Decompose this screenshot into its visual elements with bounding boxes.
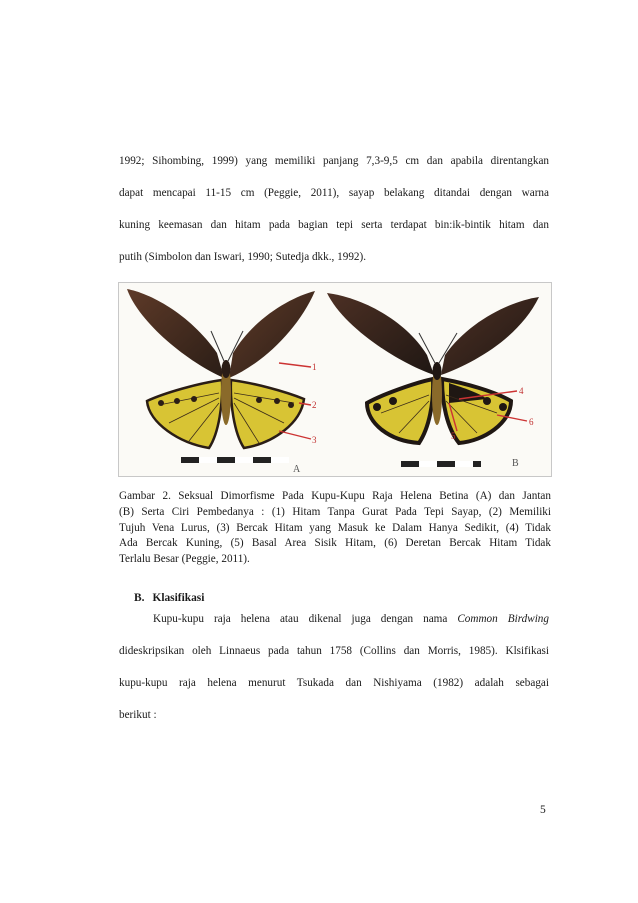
callout-6: 6 [529, 417, 534, 427]
body-text-line: dideskripsikan oleh Linnaeus pada tahun 1758 (Collins dan Morris, 1985). Klsifikasi [119, 645, 549, 657]
callout-3: 3 [312, 435, 317, 445]
section-heading [134, 592, 204, 604]
section-title: Klasifikasi [152, 592, 205, 604]
butterfly-b [327, 293, 539, 469]
body-text-line [153, 612, 549, 627]
butterfly-illustration [119, 283, 551, 476]
figure-caption [119, 489, 551, 568]
body-text-line: 1992; Sihombing, 1999) yang memiliki panjang 7,3-9,5 cm dan apabila direntangkan [119, 155, 549, 167]
caption-line: Gambar 2. Seksual Dimorfisme Pada Kupu-Kupu Raja Helena Betina (A) dan Jantan [119, 490, 551, 502]
scale-bar-b [401, 461, 481, 467]
caption-line: Tujuh Vena Lurus, (3) Bercak Hitam yang Masuk ke Dalam Hanya Sedikit, (4) Tidak [119, 521, 551, 534]
label-a: A [293, 464, 301, 475]
callout-1: 1 [312, 362, 317, 372]
callout-4: 4 [519, 386, 524, 396]
butterfly-figure [118, 282, 552, 477]
scale-bar-a [181, 457, 289, 463]
caption-line: Ada Bercak Kuning, (5) Basal Area Sisik Hitam, (6) Deretan Bercak Hitam Tidak [119, 537, 551, 550]
label-b: B [512, 458, 519, 469]
callout-5: 5 [451, 431, 456, 441]
callout-2: 2 [312, 400, 317, 410]
body-text-line: putih (Simbolon dan Iswari, 1990; Sutedja dkk., 1992). [119, 251, 367, 263]
body-text-line: dapat mencapai 11-15 cm (Peggie, 2011), sayap belakang ditandai dengan warna [119, 187, 549, 199]
caption-line: (B) Serta Ciri Pembedanya : (1) Hitam Tanpa Gurat Pada Tepi Sayap, (2) Memiliki [119, 505, 551, 518]
caption-line: Terlalu Besar (Peggie, 2011). [119, 553, 250, 566]
body-text-span: Kupu-kupu raja helena atau dikenal juga dengan nama [153, 613, 458, 625]
body-text-line: kuning keemasan dan hitam pada bagian tepi serta terdapat bin:ik-bintik hitam dan [119, 219, 549, 231]
butterfly-a [127, 289, 317, 475]
section-number: B. [134, 592, 145, 604]
italic-term: Common Birdwing [457, 613, 549, 625]
page-number: 5 [540, 804, 546, 816]
body-text-line: kupu-kupu raja helena menurut Tsukada dan Nishiyama (1982) adalah sebagai [119, 677, 549, 689]
body-text-line: berikut : [119, 709, 157, 721]
